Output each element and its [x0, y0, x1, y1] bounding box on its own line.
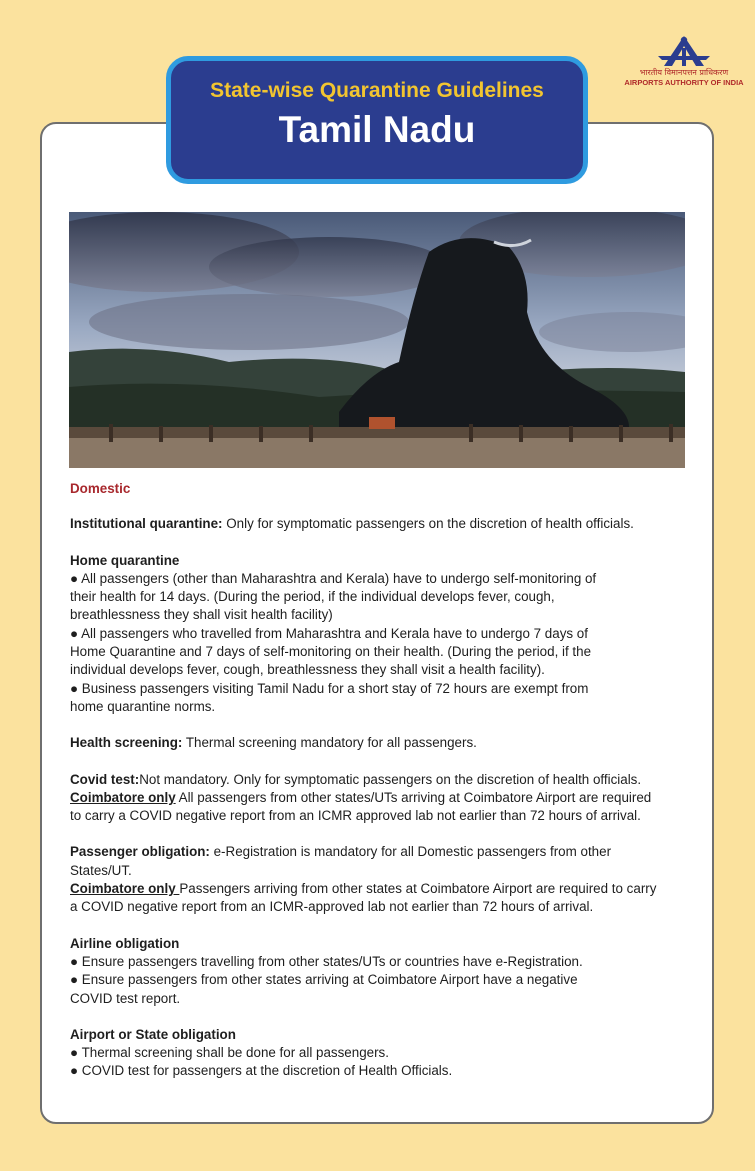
covid-coimbatore — [70, 789, 690, 807]
covid-label: Covid test: — [70, 771, 140, 787]
screening-text: Thermal screening mandatory for all passengers. — [182, 735, 477, 751]
home-line: home quarantine norms. — [70, 698, 216, 714]
health-screening — [70, 734, 690, 752]
passenger-label: Passenger obligation: — [70, 844, 210, 860]
airline-obligation-label: Airline obligation — [70, 935, 180, 951]
home-line: ● All passengers (other than Maharashtra and Kerala) have to undergo self-monitoring of — [70, 570, 597, 586]
logo-english-text: AIRPORTS AUTHORITY OF INDIA — [624, 78, 744, 87]
institutional-text: Only for symptomatic passengers on the discretion of health officials. — [222, 516, 634, 532]
home-line: breathlessness they shall visit health facility) — [70, 607, 333, 623]
airline-line: COVID test report. — [70, 990, 181, 1006]
section-heading-domestic: Domestic — [70, 481, 131, 496]
home-line: their health for 14 days. (During the period, if the individual develops fever, cough, — [70, 589, 555, 605]
home-line: ● All passengers who travelled from Maharashtra and Kerala have to undergo 7 days of — [70, 625, 588, 641]
covid-coimbatore-text-2: to carry a COVID negative report from an ICMR approved lab not earlier than 72 hours of arrival. — [70, 808, 641, 824]
covid-test — [70, 771, 690, 789]
banner-subtitle: State-wise Quarantine Guidelines — [210, 79, 544, 102]
home-line: individual develops fever, cough, breathlessness they shall visit a health facility). — [70, 662, 545, 678]
passenger-coimbatore-label: Coimbatore only — [70, 881, 180, 897]
page-title: Tamil Nadu — [278, 109, 476, 150]
covid-coimbatore-text: All passengers from other states/UTs arriving at Coimbatore Airport are required — [175, 789, 652, 805]
adiyogi-statue-photo — [69, 212, 685, 468]
logo-hindi-text: भारतीय विमानपत्तन प्राधिकरण — [639, 68, 729, 77]
airport-line: ● Thermal screening shall be done for all passengers. — [70, 1045, 389, 1061]
home-quarantine-label: Home quarantine — [70, 552, 180, 568]
home-line: ● Business passengers visiting Tamil Nadu for a short stay of 72 hours are exempt from — [70, 680, 589, 696]
airport-line: ● COVID test for passengers at the discretion of Health Officials. — [70, 1063, 453, 1079]
aai-logo-icon — [654, 34, 714, 68]
passenger-text-2: States/UT. — [70, 862, 132, 878]
covid-coimbatore-label: Coimbatore only — [70, 789, 176, 805]
passenger-text: e-Registration is mandatory for all Domestic passengers from other — [209, 844, 612, 860]
airport-obligation-label: Airport or State obligation — [70, 1026, 236, 1042]
passenger-coimbatore-text-2: a COVID negative report from an ICMR-approved lab not earlier than 72 hours of arrival. — [70, 899, 594, 915]
institutional-quarantine — [70, 515, 690, 533]
airline-line: ● Ensure passengers travelling from other states/UTs or countries have e-Registration. — [70, 953, 583, 969]
title-banner — [166, 56, 588, 184]
guidelines-text — [70, 480, 690, 1081]
covid-text: Not mandatory. Only for symptomatic passengers on the discretion of health officials. — [139, 771, 642, 787]
home-line: Home Quarantine and 7 days of self-monitoring on their health. (During the period, if the — [70, 644, 592, 660]
aai-logo — [624, 34, 744, 98]
passenger-coimbatore-text: Passengers arriving from other states at Coimbatore Airport are required to carry — [179, 881, 657, 897]
passenger-coimbatore — [70, 880, 690, 898]
screening-label: Health screening: — [70, 735, 183, 751]
passenger-obligation — [70, 843, 690, 861]
airline-line: ● Ensure passengers from other states arriving at Coimbatore Airport have a negative — [70, 972, 578, 988]
institutional-label: Institutional quarantine: — [70, 516, 223, 532]
